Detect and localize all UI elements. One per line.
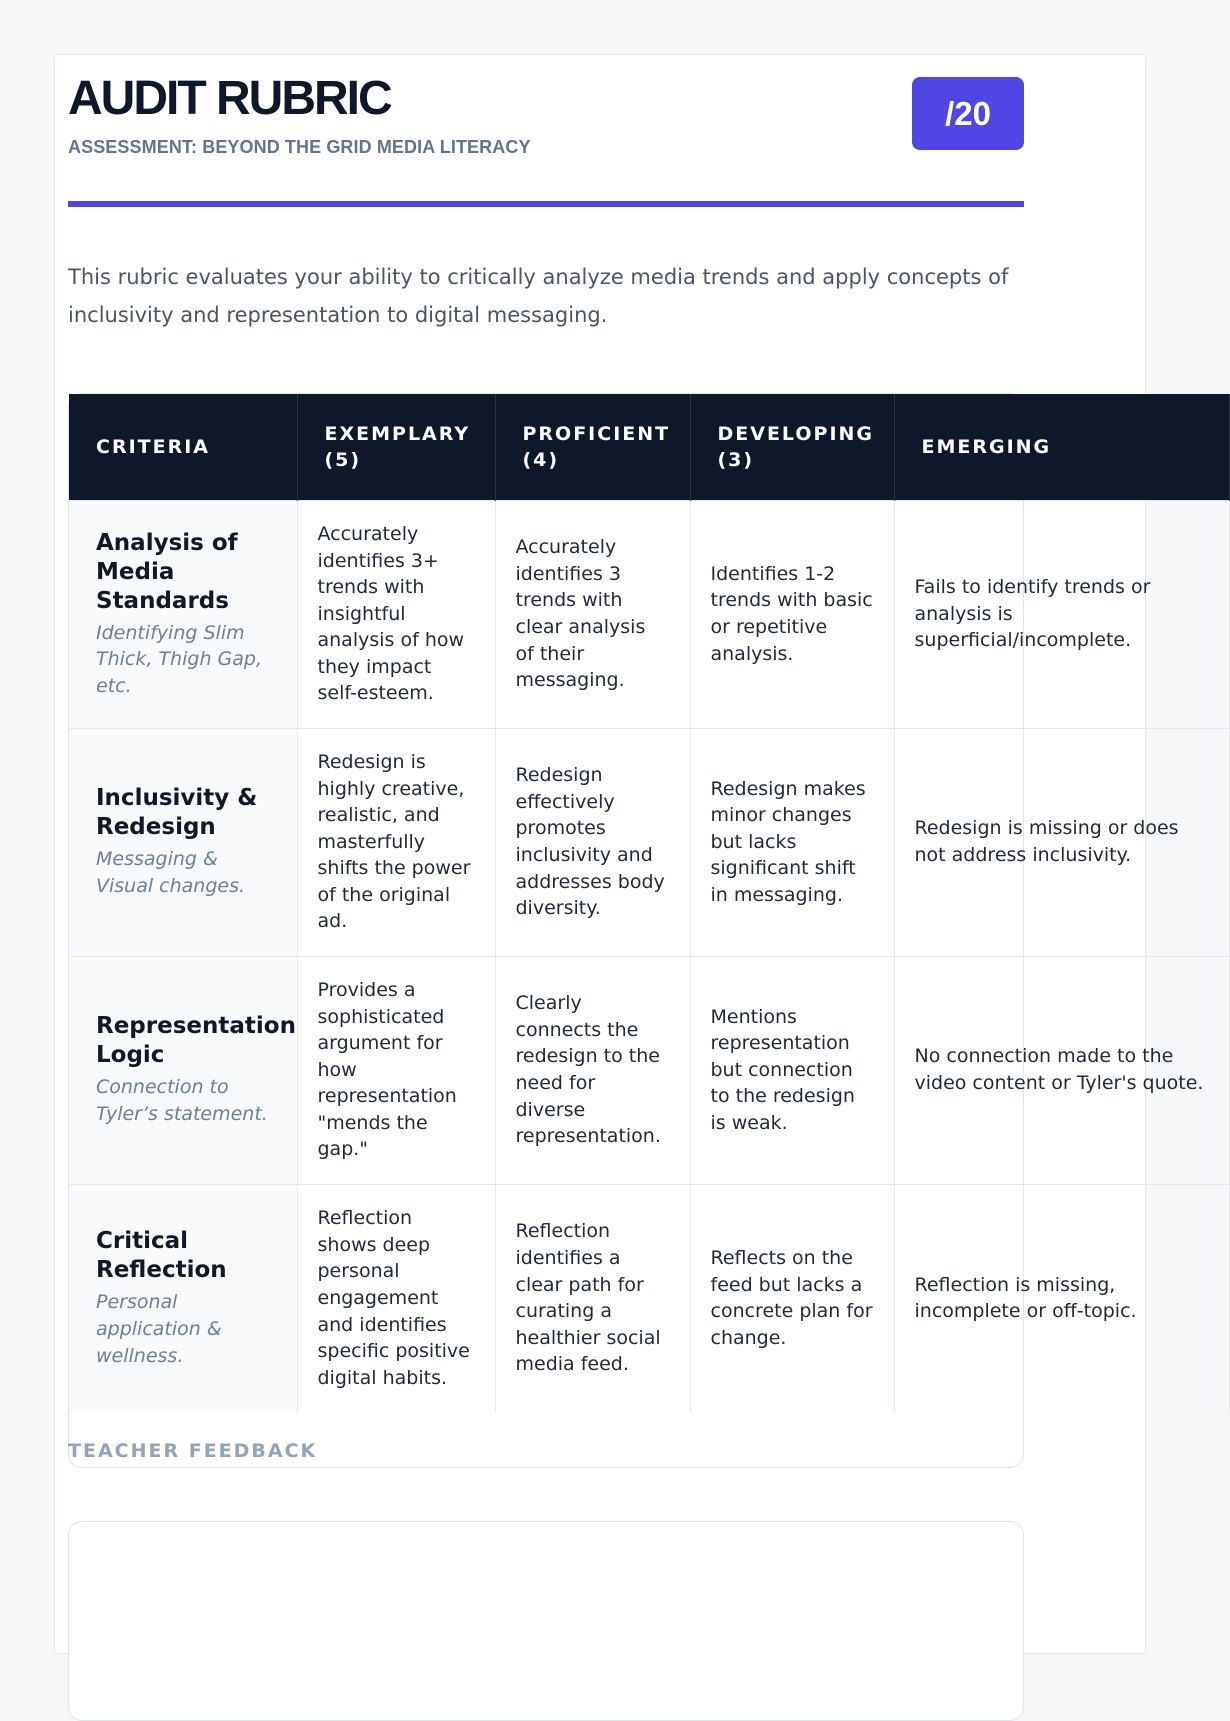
criteria-description: Identifying Slim Thick, Thigh Gap, etc. — [96, 621, 262, 697]
table-row — [69, 1184, 1229, 1412]
criteria-name: Inclusivity & Redesign — [96, 785, 258, 841]
page-subtitle: ASSESSMENT: BEYOND THE GRID MEDIA LITERACY — [68, 137, 531, 157]
criteria-cell — [69, 500, 297, 728]
level-cell: Reflects on the feed but lacks a concrete plan for change. — [690, 1184, 894, 1412]
table-row — [69, 500, 1229, 728]
level-cell: Reflection is missing, incomplete or off-topic. — [894, 1184, 1229, 1412]
level-cell: Provides a sophisticated argument for how representation "mends the gap." — [297, 956, 495, 1184]
rubric-table-container[interactable] — [68, 393, 1204, 1468]
column-header-developing: DEVELOPING (3) — [690, 394, 894, 500]
level-cell: Identifies 1-2 trends with basic or repetitive analysis. — [690, 500, 894, 728]
table-row — [69, 728, 1229, 956]
level-cell: No connection made to the video content or Tyler's quote. — [894, 956, 1229, 1184]
criteria-cell — [69, 956, 297, 1184]
score-badge: /20 — [912, 77, 1024, 150]
column-header-proficient: PROFICIENT (4) — [495, 394, 690, 500]
level-cell: Fails to identify trends or analysis is superficial/incomplete. — [894, 500, 1229, 728]
level-cell: Reflection shows deep personal engagement and identifies specific positive digital habits. — [297, 1184, 495, 1412]
criteria-name: Analysis of Media Standards — [96, 529, 238, 614]
criteria-cell — [69, 728, 297, 956]
level-cell: Redesign makes minor changes but lacks significant shift in messaging. — [690, 728, 894, 956]
page-title: AUDIT RUBRIC — [68, 72, 391, 125]
level-cell: Reflection identifies a clear path for curating a healthier social media feed. — [495, 1184, 690, 1412]
table-row — [69, 956, 1229, 1184]
criteria-description: Connection to Tyler’s statement. — [96, 1076, 268, 1125]
level-cell: Clearly connects the redesign to the need for diverse representation. — [495, 956, 690, 1184]
criteria-description: Personal application & wellness. — [96, 1291, 222, 1367]
column-header-exemplary: EXEMPLARY (5) — [297, 394, 495, 500]
teacher-feedback-box[interactable] — [68, 1521, 1024, 1721]
column-header-emerging: EMERGING — [894, 394, 1229, 500]
criteria-name: Representation Logic — [96, 1013, 296, 1069]
criteria-name: Critical Reflection — [96, 1228, 227, 1284]
level-cell: Redesign is highly creative, realistic, and masterfully shifts the power of the original ad. — [297, 728, 495, 956]
intro-text: This rubric evaluates your ability to critically analyze media trends and apply concepts of inclusivity and representation to digital messaging. — [68, 265, 1009, 327]
level-cell: Accurately identifies 3+ trends with insightful analysis of how they impact self-esteem. — [297, 500, 495, 728]
level-cell: Redesign is missing or does not address inclusivity. — [894, 728, 1229, 956]
table-header-row — [69, 394, 1229, 500]
level-cell: Redesign effectively promotes inclusivity and addresses body diversity. — [495, 728, 690, 956]
column-header-criteria: CRITERIA — [69, 394, 297, 500]
level-cell: Accurately identifies 3 trends with clear analysis of their messaging. — [495, 500, 690, 728]
criteria-cell — [69, 1184, 297, 1412]
teacher-feedback-label: TEACHER FEEDBACK — [68, 1440, 318, 1462]
level-cell: Mentions representation but connection to the redesign is weak. — [690, 956, 894, 1184]
header-divider — [68, 201, 1024, 207]
criteria-description: Messaging & Visual changes. — [96, 848, 246, 897]
page-header — [68, 72, 1024, 158]
rubric-table — [69, 394, 1230, 1412]
